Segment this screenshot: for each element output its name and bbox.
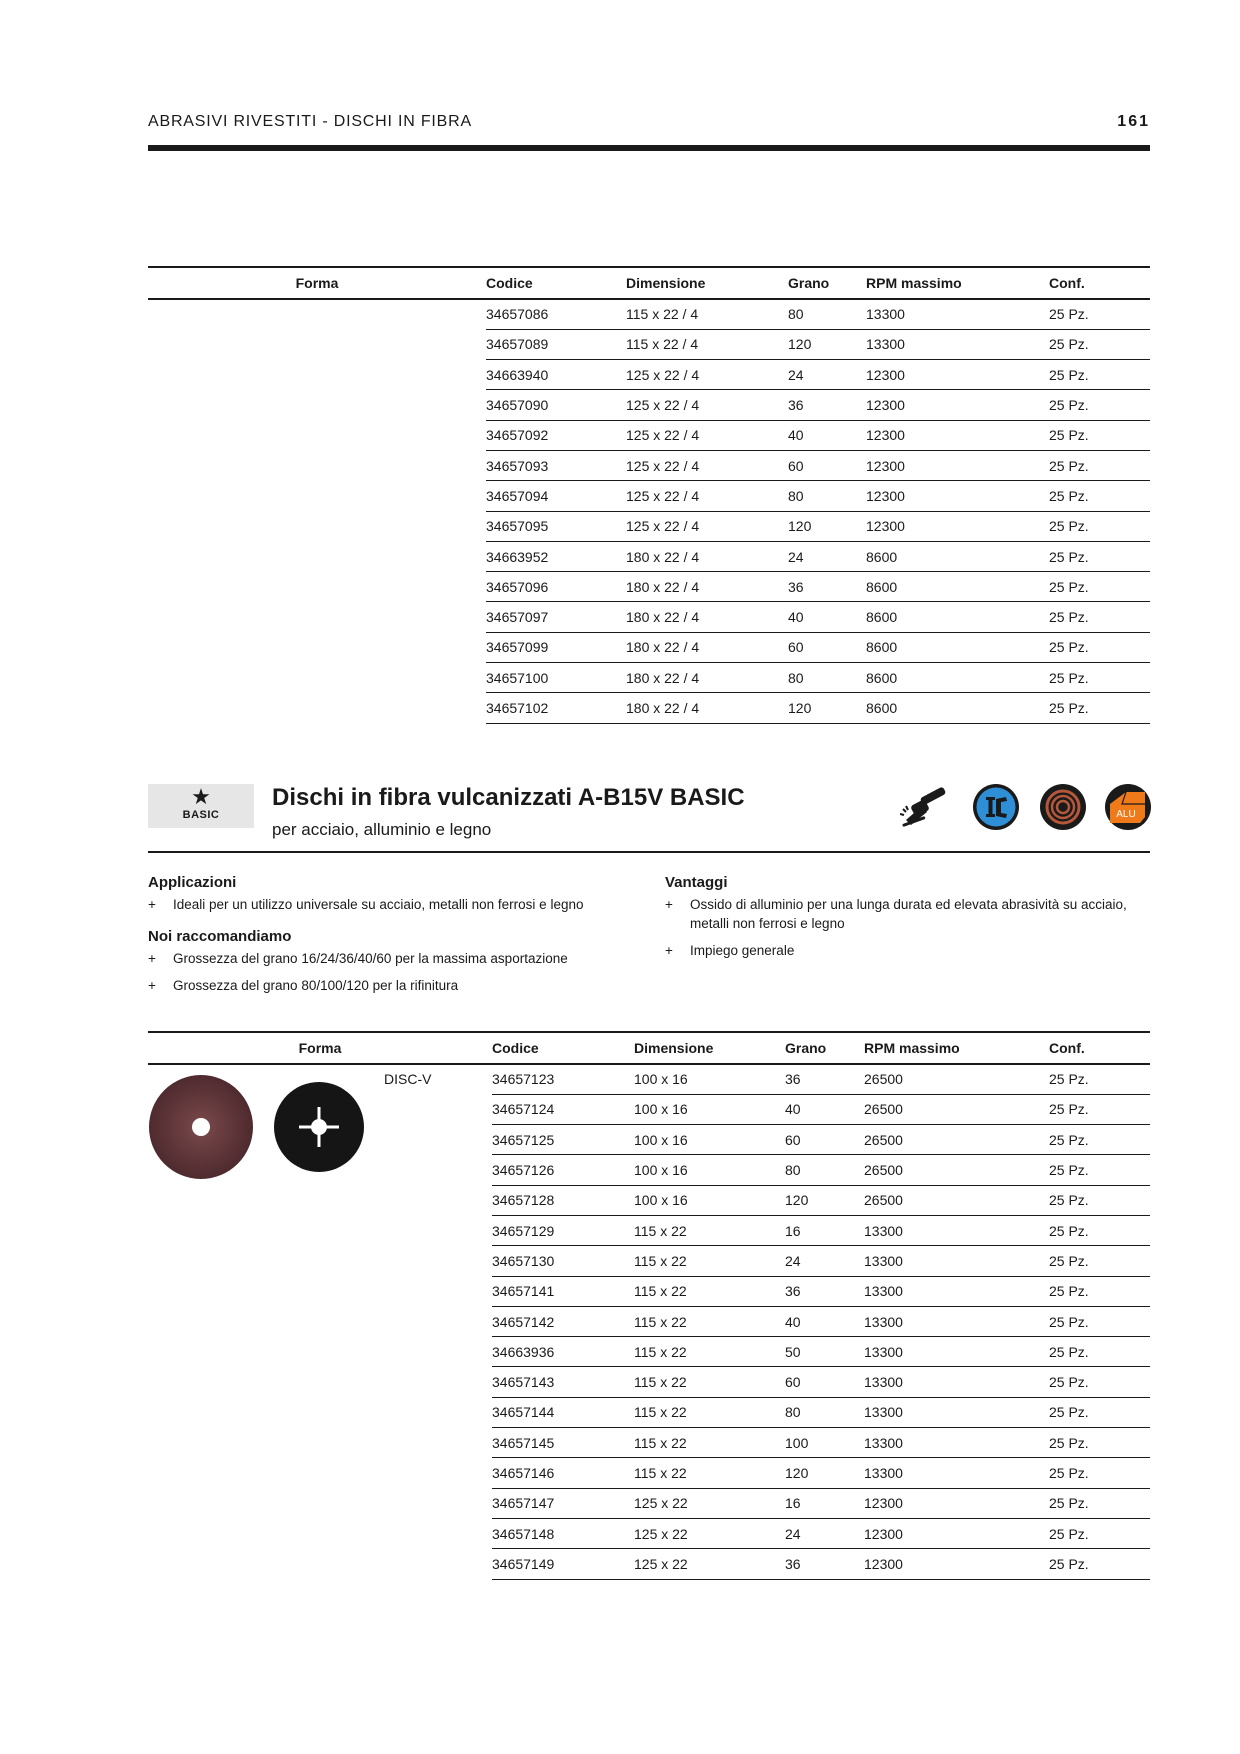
cell-dimensione: 115 x 22 <box>634 1246 785 1276</box>
bullet-item <box>148 949 648 968</box>
bullet-text: Ossido di alluminio per una lunga durata ed elevata abrasività su acciaio, metalli non ferrosi e legno <box>690 897 1127 931</box>
cell-codice: 34657093 <box>486 450 626 480</box>
cell-grano: 50 <box>785 1337 864 1367</box>
cell-conf: 25 Pz. <box>1049 572 1150 602</box>
cell-rpm: 12300 <box>866 360 1049 390</box>
cell-grano: 60 <box>785 1367 864 1397</box>
alu-icon-text: ALU <box>1116 809 1136 820</box>
cell-codice: 34657123 <box>492 1064 634 1094</box>
cell-rpm: 13300 <box>864 1276 1049 1306</box>
header-rule <box>148 145 1150 151</box>
cell-dimensione: 125 x 22 / 4 <box>626 511 788 541</box>
cell-grano: 40 <box>785 1094 864 1124</box>
raccomandiamo-list <box>148 949 648 995</box>
bullet-item <box>665 895 1155 933</box>
cell-rpm: 13300 <box>864 1458 1049 1488</box>
table-body <box>148 1064 1150 1579</box>
cell-codice: 34657094 <box>486 481 626 511</box>
raccomandiamo-heading: Noi raccomandiamo <box>148 928 292 945</box>
bullet-item <box>665 941 1155 960</box>
cell-rpm: 13300 <box>864 1428 1049 1458</box>
cell-codice: 34657102 <box>486 693 626 723</box>
cell-conf: 25 Pz. <box>1049 602 1150 632</box>
right-column <box>665 874 1155 974</box>
cell-dimensione: 115 x 22 <box>634 1458 785 1488</box>
table-body <box>148 299 1150 723</box>
star-icon: ★ <box>191 784 211 809</box>
cell-rpm: 12300 <box>864 1518 1049 1548</box>
cell-conf: 25 Pz. <box>1049 1155 1150 1185</box>
cell-grano: 36 <box>785 1064 864 1094</box>
cell-codice: 34663940 <box>486 360 626 390</box>
cell-rpm: 13300 <box>864 1397 1049 1427</box>
forma-cell <box>148 299 486 723</box>
cell-conf: 25 Pz. <box>1049 1518 1150 1548</box>
cell-rpm: 12300 <box>866 511 1049 541</box>
cell-grano: 80 <box>788 481 866 511</box>
cell-codice: 34657095 <box>486 511 626 541</box>
cell-rpm: 13300 <box>866 299 1049 329</box>
cell-rpm: 12300 <box>864 1549 1049 1579</box>
applicazioni-list <box>148 895 648 914</box>
cell-codice: 34657141 <box>492 1276 634 1306</box>
cell-rpm: 8600 <box>866 663 1049 693</box>
cell-codice: 34657126 <box>492 1155 634 1185</box>
page-header <box>148 113 1150 137</box>
col-header-codice: Codice <box>486 267 626 299</box>
alu-icon <box>1104 782 1152 832</box>
cell-dimensione: 100 x 16 <box>634 1125 785 1155</box>
page-number: 161 <box>1117 113 1150 130</box>
cell-conf: 25 Pz. <box>1049 632 1150 662</box>
cell-dimensione: 115 x 22 <box>634 1397 785 1427</box>
product-table-2 <box>148 1031 1150 1580</box>
cell-dimensione: 125 x 22 / 4 <box>626 450 788 480</box>
bullet-text: Grossezza del grano 16/24/36/40/60 per la massima asportazione <box>173 951 568 966</box>
cell-conf: 25 Pz. <box>1049 1276 1150 1306</box>
cell-dimensione: 125 x 22 <box>634 1488 785 1518</box>
cell-codice: 34657149 <box>492 1549 634 1579</box>
cell-codice: 34657092 <box>486 420 626 450</box>
cell-codice: 34657130 <box>492 1246 634 1276</box>
table-row <box>148 299 1150 329</box>
cell-conf: 25 Pz. <box>1049 1488 1150 1518</box>
plus-icon: + <box>148 897 156 912</box>
cell-conf: 25 Pz. <box>1049 1246 1150 1276</box>
cell-dimensione: 115 x 22 <box>634 1367 785 1397</box>
cell-codice: 34657144 <box>492 1397 634 1427</box>
cell-codice: 34657125 <box>492 1125 634 1155</box>
cell-rpm: 13300 <box>864 1306 1049 1336</box>
product-title: Dischi in fibra vulcanizzati A-B15V BASIC <box>272 784 745 811</box>
cell-conf: 25 Pz. <box>1049 1397 1150 1427</box>
cell-codice: 34657097 <box>486 602 626 632</box>
plus-icon: + <box>148 951 156 966</box>
col-header-dimensione: Dimensione <box>634 1032 785 1064</box>
cell-codice: 34657086 <box>486 299 626 329</box>
cell-grano: 120 <box>785 1185 864 1215</box>
cell-codice: 34657100 <box>486 663 626 693</box>
cell-codice: 34657124 <box>492 1094 634 1124</box>
cell-dimensione: 100 x 16 <box>634 1064 785 1094</box>
bullet-text: Impiego generale <box>690 943 795 958</box>
basic-badge <box>148 784 254 828</box>
cell-grano: 24 <box>788 541 866 571</box>
fibre-disc-illustration <box>148 1073 368 1181</box>
cell-rpm: 8600 <box>866 693 1049 723</box>
cell-rpm: 26500 <box>864 1064 1049 1094</box>
cell-dimensione: 115 x 22 <box>634 1215 785 1245</box>
wood-icon <box>1039 782 1087 832</box>
vantaggi-list <box>665 895 1155 960</box>
cell-conf: 25 Pz. <box>1049 450 1150 480</box>
cell-conf: 25 Pz. <box>1049 1215 1150 1245</box>
cell-rpm: 12300 <box>866 420 1049 450</box>
cell-conf: 25 Pz. <box>1049 1094 1150 1124</box>
cell-codice: 34657147 <box>492 1488 634 1518</box>
cell-grano: 36 <box>785 1549 864 1579</box>
cell-conf: 25 Pz. <box>1049 511 1150 541</box>
plus-icon: + <box>148 978 156 993</box>
cell-codice: 34657099 <box>486 632 626 662</box>
cell-codice: 34663952 <box>486 541 626 571</box>
cell-dimensione: 115 x 22 <box>634 1337 785 1367</box>
cell-dimensione: 125 x 22 / 4 <box>626 481 788 511</box>
cell-grano: 36 <box>785 1276 864 1306</box>
cell-grano: 40 <box>788 420 866 450</box>
cell-grano: 60 <box>785 1125 864 1155</box>
col-header-grano: Grano <box>785 1032 864 1064</box>
cell-rpm: 13300 <box>866 329 1049 359</box>
cell-codice: 34657096 <box>486 572 626 602</box>
cell-conf: 25 Pz. <box>1049 1306 1150 1336</box>
col-header-rpm: RPM massimo <box>864 1032 1049 1064</box>
cell-grano: 120 <box>788 511 866 541</box>
cell-rpm: 8600 <box>866 572 1049 602</box>
cell-dimensione: 180 x 22 / 4 <box>626 693 788 723</box>
cell-conf: 25 Pz. <box>1049 1337 1150 1367</box>
cell-codice: 34657142 <box>492 1306 634 1336</box>
cell-rpm: 8600 <box>866 602 1049 632</box>
col-header-codice: Codice <box>492 1032 634 1064</box>
cell-grano: 40 <box>785 1306 864 1336</box>
forma-cell <box>148 1064 492 1579</box>
cell-rpm: 12300 <box>864 1488 1049 1518</box>
product-subtitle: per acciaio, alluminio e legno <box>272 820 492 839</box>
cell-conf: 25 Pz. <box>1049 1458 1150 1488</box>
cell-dimensione: 115 x 22 / 4 <box>626 299 788 329</box>
cell-dimensione: 100 x 16 <box>634 1185 785 1215</box>
cell-dimensione: 115 x 22 / 4 <box>626 329 788 359</box>
cell-conf: 25 Pz. <box>1049 329 1150 359</box>
cell-dimensione: 180 x 22 / 4 <box>626 541 788 571</box>
cell-dimensione: 180 x 22 / 4 <box>626 602 788 632</box>
table-header-row <box>148 1032 1150 1064</box>
section-title: ABRASIVI RIVESTITI - DISCHI IN FIBRA <box>148 113 472 130</box>
cell-conf: 25 Pz. <box>1049 1367 1150 1397</box>
vantaggi-heading: Vantaggi <box>665 874 728 891</box>
cell-grano: 80 <box>788 299 866 329</box>
basic-badge-label: BASIC <box>182 809 220 821</box>
cell-grano: 120 <box>785 1458 864 1488</box>
cell-conf: 25 Pz. <box>1049 1428 1150 1458</box>
cell-conf: 25 Pz. <box>1049 1125 1150 1155</box>
cell-rpm: 13300 <box>864 1246 1049 1276</box>
table-row <box>148 1064 1150 1094</box>
cell-grano: 120 <box>788 329 866 359</box>
cell-dimensione: 125 x 22 / 4 <box>626 360 788 390</box>
cell-rpm: 26500 <box>864 1125 1049 1155</box>
cell-conf: 25 Pz. <box>1049 693 1150 723</box>
cell-conf: 25 Pz. <box>1049 1064 1150 1094</box>
forma-label: DISC-V <box>384 1071 432 1087</box>
cell-rpm: 13300 <box>864 1367 1049 1397</box>
col-header-forma: Forma <box>148 267 486 299</box>
cell-conf: 25 Pz. <box>1049 1185 1150 1215</box>
cell-rpm: 12300 <box>866 390 1049 420</box>
cell-dimensione: 115 x 22 <box>634 1276 785 1306</box>
cell-dimensione: 115 x 22 <box>634 1428 785 1458</box>
cell-conf: 25 Pz. <box>1049 663 1150 693</box>
cell-codice: 34657128 <box>492 1185 634 1215</box>
cell-conf: 25 Pz. <box>1049 1549 1150 1579</box>
cell-rpm: 8600 <box>866 541 1049 571</box>
cell-dimensione: 180 x 22 / 4 <box>626 663 788 693</box>
cell-conf: 25 Pz. <box>1049 299 1150 329</box>
cell-grano: 120 <box>788 693 866 723</box>
bullet-text: Grossezza del grano 80/100/120 per la rifinitura <box>173 978 459 993</box>
cell-codice: 34657090 <box>486 390 626 420</box>
cell-dimensione: 125 x 22 / 4 <box>626 420 788 450</box>
product-table-1 <box>148 266 1150 724</box>
cell-grano: 60 <box>788 450 866 480</box>
cell-grano: 100 <box>785 1428 864 1458</box>
plus-icon: + <box>665 943 673 958</box>
applicazioni-heading: Applicazioni <box>148 874 237 891</box>
col-header-grano: Grano <box>788 267 866 299</box>
cell-rpm: 12300 <box>866 450 1049 480</box>
table-header-row <box>148 267 1150 299</box>
cell-dimensione: 125 x 22 / 4 <box>626 390 788 420</box>
cell-grano: 36 <box>788 572 866 602</box>
bullet-item <box>148 895 648 914</box>
cell-rpm: 26500 <box>864 1185 1049 1215</box>
cell-grano: 36 <box>788 390 866 420</box>
col-header-conf: Conf. <box>1049 1032 1150 1064</box>
cell-codice: 34657129 <box>492 1215 634 1245</box>
cell-grano: 16 <box>785 1215 864 1245</box>
cell-grano: 24 <box>785 1246 864 1276</box>
left-column <box>148 874 648 1009</box>
cell-rpm: 26500 <box>864 1094 1049 1124</box>
cell-rpm: 26500 <box>864 1155 1049 1185</box>
cell-grano: 40 <box>788 602 866 632</box>
section-rule <box>148 851 1150 853</box>
cell-grano: 24 <box>788 360 866 390</box>
cell-conf: 25 Pz. <box>1049 360 1150 390</box>
bullet-text: Ideali per un utilizzo universale su acciaio, metalli non ferrosi e legno <box>173 897 584 912</box>
cell-conf: 25 Pz. <box>1049 541 1150 571</box>
cell-rpm: 8600 <box>866 632 1049 662</box>
cell-grano: 60 <box>788 632 866 662</box>
cell-conf: 25 Pz. <box>1049 481 1150 511</box>
angle-grinder-icon <box>900 782 950 832</box>
cell-conf: 25 Pz. <box>1049 420 1150 450</box>
cell-grano: 16 <box>785 1488 864 1518</box>
cell-grano: 80 <box>788 663 866 693</box>
steel-icon <box>972 782 1020 832</box>
bullet-item <box>148 976 648 995</box>
cell-rpm: 12300 <box>866 481 1049 511</box>
cell-codice: 34657145 <box>492 1428 634 1458</box>
cell-codice: 34657146 <box>492 1458 634 1488</box>
cell-dimensione: 180 x 22 / 4 <box>626 572 788 602</box>
col-header-conf: Conf. <box>1049 267 1150 299</box>
cell-dimensione: 100 x 16 <box>634 1094 785 1124</box>
cell-grano: 24 <box>785 1518 864 1548</box>
cell-dimensione: 180 x 22 / 4 <box>626 632 788 662</box>
col-header-dimensione: Dimensione <box>626 267 788 299</box>
col-header-forma: Forma <box>148 1032 492 1064</box>
cell-dimensione: 100 x 16 <box>634 1155 785 1185</box>
cell-rpm: 13300 <box>864 1337 1049 1367</box>
cell-dimensione: 125 x 22 <box>634 1518 785 1548</box>
cell-dimensione: 125 x 22 <box>634 1549 785 1579</box>
plus-icon: + <box>665 897 673 912</box>
cell-grano: 80 <box>785 1155 864 1185</box>
cell-codice: 34657089 <box>486 329 626 359</box>
cell-grano: 80 <box>785 1397 864 1427</box>
cell-dimensione: 115 x 22 <box>634 1306 785 1336</box>
col-header-rpm: RPM massimo <box>866 267 1049 299</box>
cell-codice: 34657148 <box>492 1518 634 1548</box>
cell-conf: 25 Pz. <box>1049 390 1150 420</box>
cell-codice: 34657143 <box>492 1367 634 1397</box>
cell-rpm: 13300 <box>864 1215 1049 1245</box>
cell-codice: 34663936 <box>492 1337 634 1367</box>
